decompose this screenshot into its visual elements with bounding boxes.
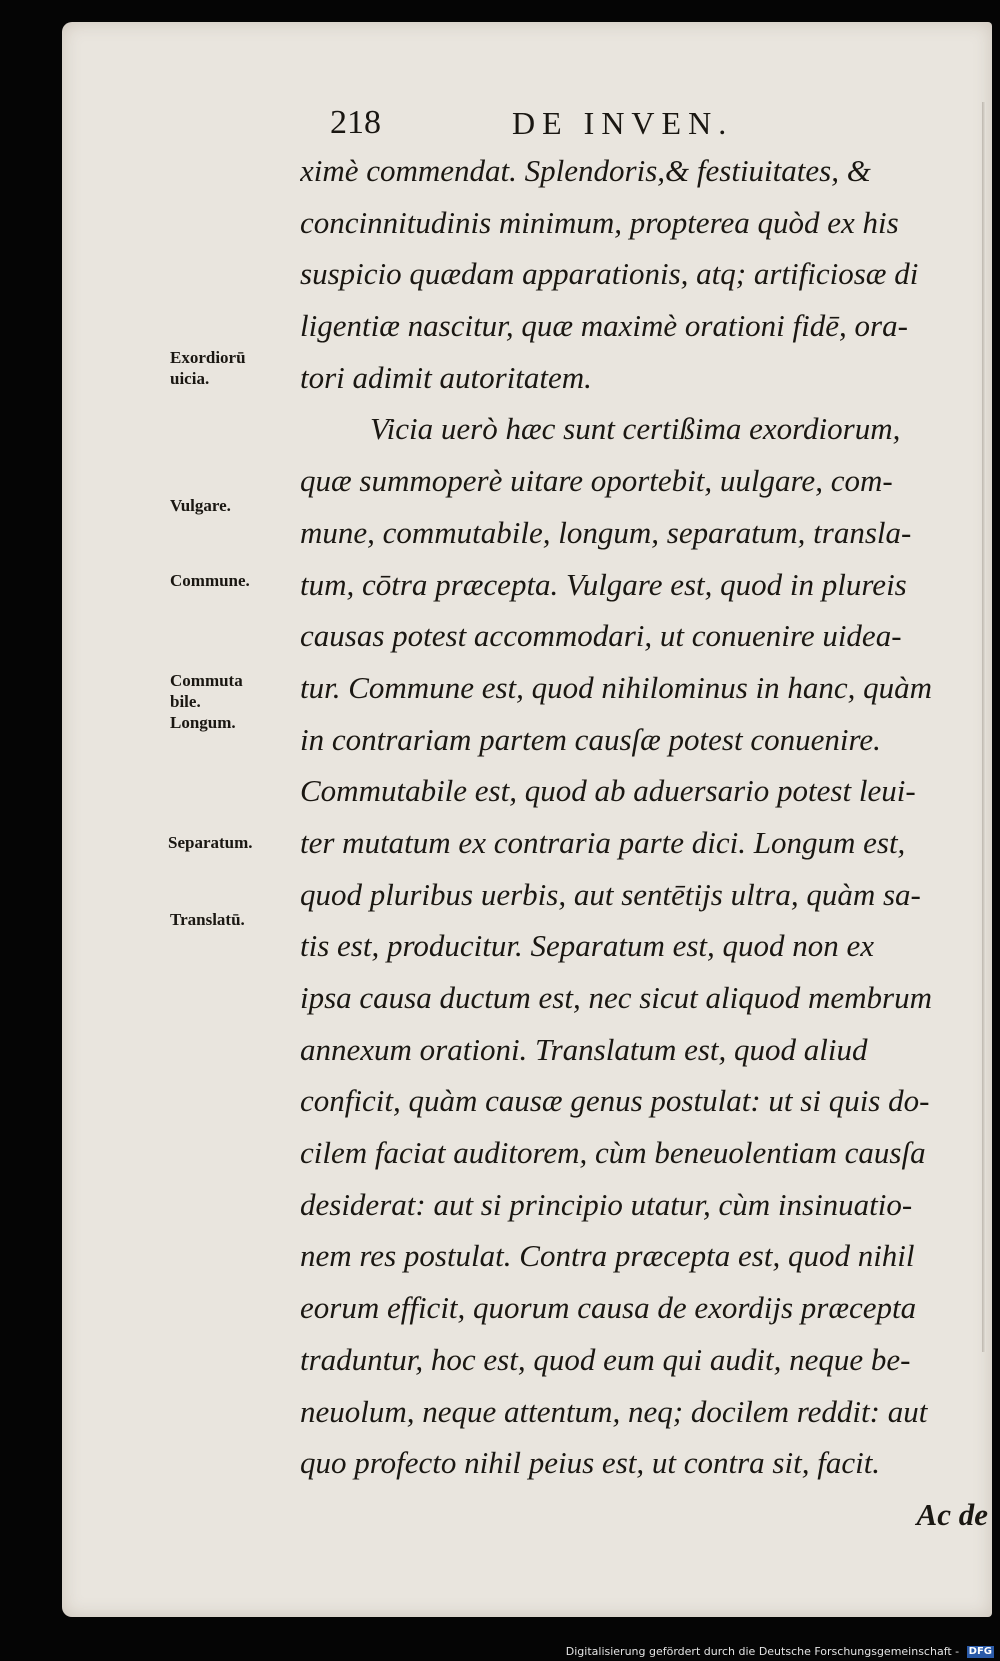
catchword: Ac de — [916, 1496, 988, 1532]
body-line-21: desiderat: aut si principio utatur, cùm insinuatio- — [300, 1186, 913, 1222]
body-line-19: conficit, quàm causæ genus postulat: ut si quis do- — [300, 1083, 930, 1119]
body-line-7: quæ summoperè uitare oportebit, uulgare, com- — [300, 463, 893, 499]
body-line-22: nem res postulat. Contra præcepta est, quod nihil — [300, 1238, 915, 1274]
body-line-26: quo profecto nihil peius est, ut contra sit, facit. — [300, 1445, 881, 1481]
body-line-6: Vicia uerò hæc sunt certißima exordiorum, — [370, 411, 901, 447]
page-header — [330, 101, 810, 145]
margin-note-uicia: uicia. — [170, 369, 210, 388]
body-line-2: concinnitudinis minimum, propterea quòd ex his — [300, 204, 899, 240]
body-line-20: cilem faciat auditorem, cùm beneuolentiam causſa — [300, 1135, 926, 1171]
body-line-11: tur. Commune est, quod nihilominus in hanc, quàm — [300, 669, 933, 705]
footer-credit — [566, 1645, 994, 1659]
body-line-1: ximè commendat. Splendoris,& festiuitates, & — [300, 153, 871, 188]
body-line-4: ligentiæ nascitur, quæ maximè orationi fidē, ora- — [300, 308, 908, 344]
margin-note-commune: Commune. — [170, 571, 250, 590]
body-line-24: traduntur, hoc est, quod eum qui audit, neque be- — [300, 1341, 911, 1377]
margin-note-vulgare: Vulgare. — [170, 496, 231, 515]
dfg-logo: DFG — [968, 1646, 992, 1657]
margin-note-translatum: Translatū. — [170, 910, 245, 929]
body-line-16: tis est, producitur. Separatum est, quod non ex — [300, 928, 875, 964]
margin-note-exordiorum: Exordiorū — [170, 348, 246, 367]
margin-note-bile: bile. — [170, 692, 201, 711]
margin-note-separatum: Separatum. — [168, 833, 253, 852]
body-line-9: tum, cōtra præcepta. Vulgare est, quod in plureis — [300, 566, 907, 602]
body-text — [300, 145, 990, 1541]
body-line-12: in contrariam partem causſæ potest conuenire. — [300, 721, 881, 757]
margin-note-longum: Longum. — [170, 713, 236, 732]
body-line-17: ipsa causa ductum est, nec sicut aliquod membrum — [300, 980, 932, 1015]
body-line-8: mune, commutabile, longum, separatum, transla- — [300, 514, 912, 550]
body-line-3: suspicio quædam apparationis, atq; artificiosæ di — [300, 256, 919, 292]
body-line-13: Commutabile est, quod ab aduersario potest leui- — [300, 773, 916, 809]
page-number: 218 — [330, 104, 381, 141]
body-line-10: causas potest accommodari, ut conuenire uidea- — [300, 618, 902, 654]
body-line-23: eorum efficit, quorum causa de exordijs præcepta — [300, 1290, 917, 1326]
credit-text: Digitalisierung gefördert durch die Deutsche Forschungsgemeinschaft - — [565, 1645, 960, 1658]
margin-note-commutabile: Commuta — [170, 671, 243, 690]
running-head: DE INVEN. — [512, 105, 734, 141]
body-line-25: neuolum, neque attentum, neq; docilem reddit: aut — [300, 1393, 928, 1429]
body-line-14: ter mutatum ex contraria parte dici. Longum est, — [300, 824, 906, 860]
body-line-18: annexum orationi. Translatum est, quod aliud — [300, 1031, 868, 1067]
body-line-5: tori adimit autoritatem. — [300, 359, 592, 395]
body-line-15: quod pluribus uerbis, aut sentētijs ultra, quàm sa- — [300, 876, 921, 912]
